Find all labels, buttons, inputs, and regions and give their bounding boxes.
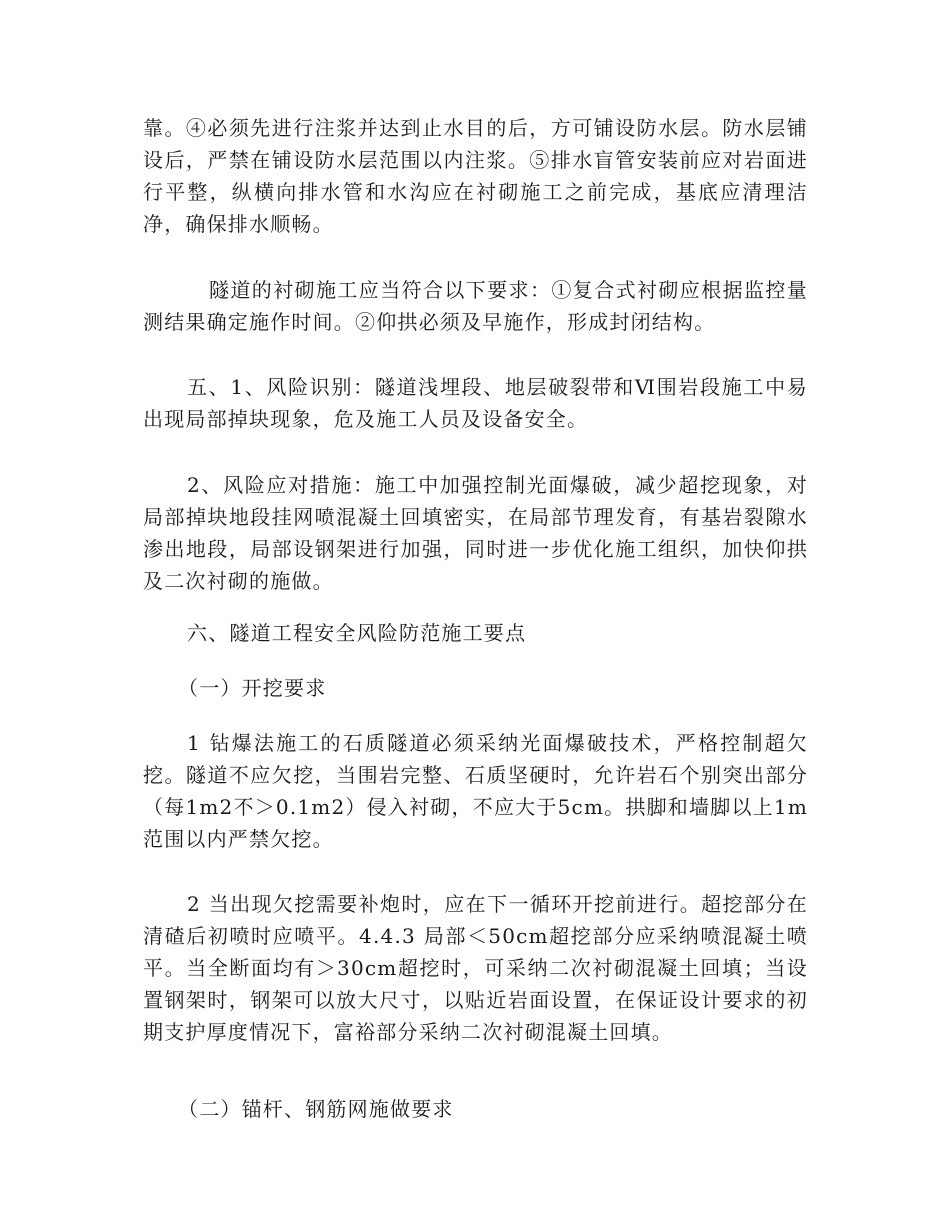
paragraph-lining: 隧道的衬砌施工应当符合以下要求：①复合式衬砌应根据监控量测结果确定施作时间。②仰拱必须及早施作，形成封闭结构。 bbox=[143, 278, 808, 334]
paragraph-waterproofing: 靠。④必须先进行注浆并达到止水目的后，方可铺设防水层。防水层铺设后，严禁在铺设防水层范围以内注浆。⑤排水盲管安装前应对岩面进行平整，纵横向排水管和水沟应在衬砌施工之前完成，基底应清理洁净，确保排水顺畅。 bbox=[143, 116, 808, 236]
subsection-heading-excavation: （一）开挖要求 bbox=[178, 676, 327, 700]
paragraph-risk-identification: 五、1、风险识别：隧道浅埋段、地层破裂带和Ⅵ围岩段施工中易出现局部掉块现象，危及施工人员及设备安全。 bbox=[143, 375, 808, 431]
paragraph-excavation-2: 2 当出现欠挖需要补炮时，应在下一循环开挖前进行。超挖部分在清碴后初喷时应喷平。4.4.3 局部＜50cm超挖部分应采纳喷混凝土喷平。当全断面均有＞30cm超挖时，可采纳二次衬砌混凝土回填；当设置钢架时，钢架可以放大尺寸，以贴近岩面设置，在保证设计要求的初期支护厚度情况下，富裕部分采纳二次衬砌混凝土回填。 bbox=[143, 892, 808, 1044]
paragraph-excavation-1: 1 钻爆法施工的石质隧道必须采纳光面爆破技术，严格控制超欠挖。隧道不应欠挖，当围岩完整、石质坚硬时，允许岩石个别突出部分（每1m2不＞0.1m2）侵入衬砌，不应大于5cm。拱脚和墙脚以上1m范围以内严禁欠挖。 bbox=[143, 731, 808, 851]
subsection-heading-anchor: （二）锚杆、钢筋网施做要求 bbox=[178, 1097, 454, 1121]
paragraph-risk-measures: 2、风险应对措施：施工中加强控制光面爆破，减少超挖现象，对局部掉块地段挂网喷混凝土回填密实，在局部节理发育，有基岩裂隙水渗出地段，局部设钢架进行加强，同时进一步优化施工组织，加快仰拱及二次衬砌的施做。 bbox=[143, 473, 808, 593]
section-heading-six: 六、隧道工程安全风险防范施工要点 bbox=[187, 621, 527, 645]
